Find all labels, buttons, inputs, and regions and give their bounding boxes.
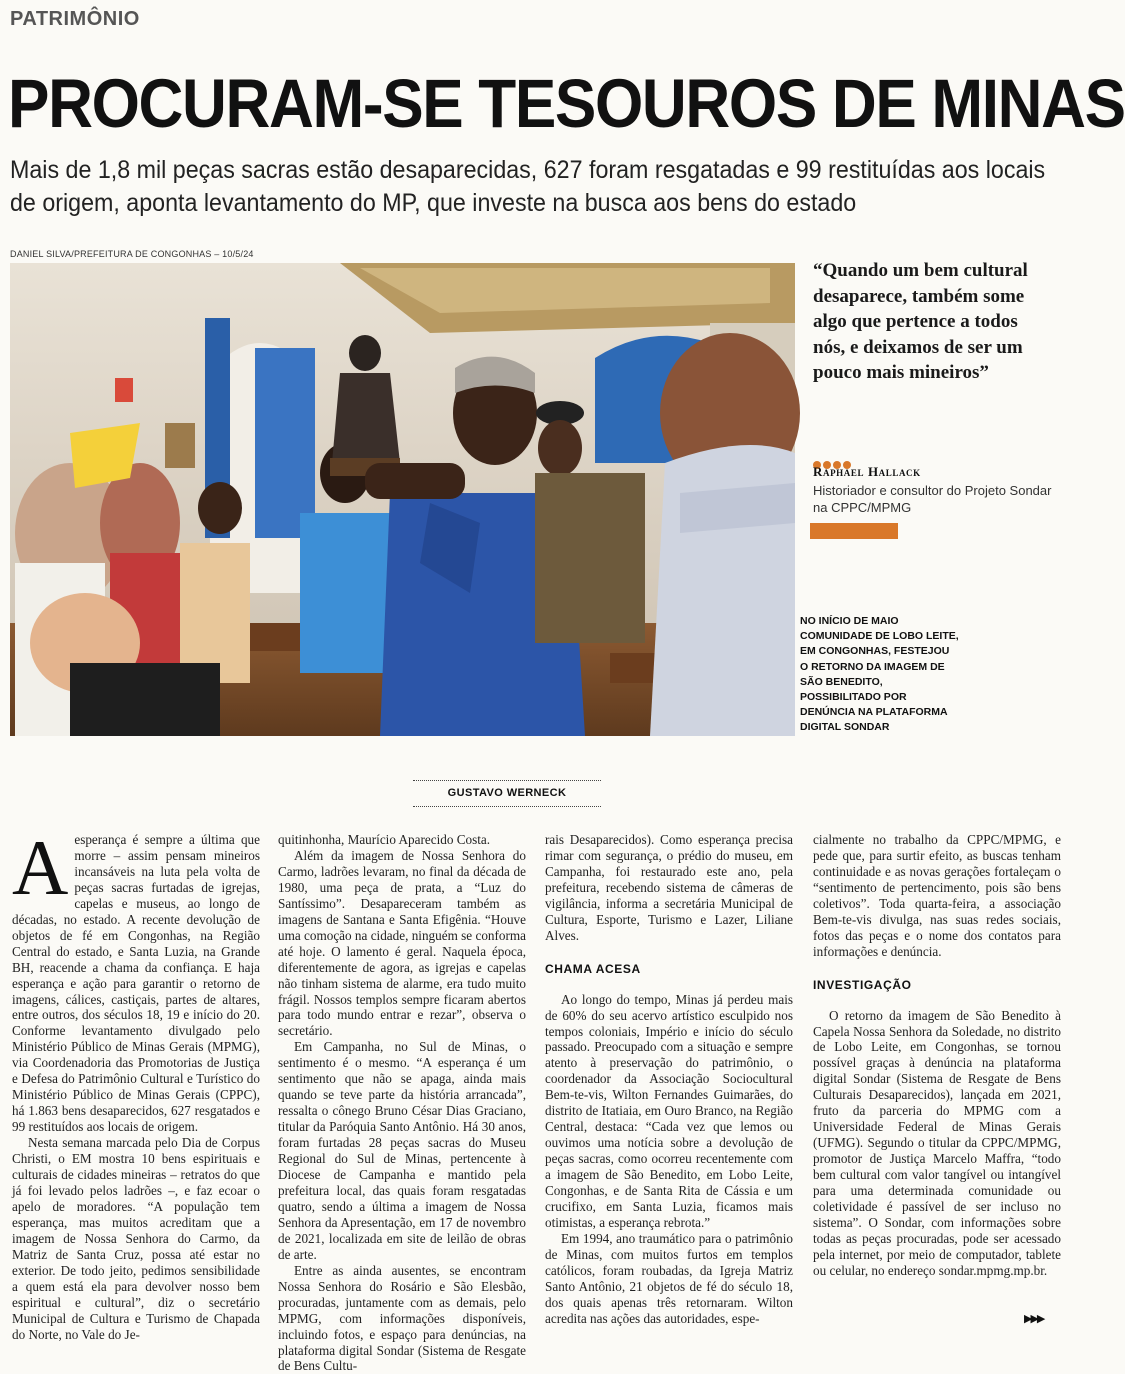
accent-bar <box>810 523 898 539</box>
article-column-1 <box>12 824 260 1343</box>
article-paragraph: rais Desaparecidos). Como esperança precisa rimar com segurança, o prédio do museu, em Campanha, foi restaurado este ano, pela prefeitura, recebendo sistema de câmeras de vigilância, informa a secretária Municipal de Cultura, Esporte, Turismo e Lazer, Liliane Alves. <box>545 832 793 943</box>
article-paragraph: Além da imagem de Nossa Senhora do Carmo, ladrões levaram, no final da década de 1980, uma peça de prata, a “Luz do Santíssimo”. Desapareceram também as imagens de Santana e Santa Efigênia. “Houve uma comoção na cidade, ninguém se conforma até hoje. O lamento é geral. Naquela época, diferentemente de agora, as igrejas e capelas não tinham sistema de alarme, era tudo muito frágil. Nossos templos sempre ficaram abertos para todo mundo entrar e rezar”, observa o secretário. <box>278 847 526 1039</box>
article-column-3 <box>545 832 793 1327</box>
pull-quote: “Quando um bem cultural desaparece, também some algo que pertence a todos nós, e deixamos de ser um pouco mais mineiros” <box>813 260 1028 383</box>
article-paragraph <box>12 824 260 1135</box>
quote-author-role: Historiador e consultor do Projeto Sondar na CPPC/MPMG <box>813 483 1052 515</box>
article-column-2 <box>278 832 526 1374</box>
drop-cap: A <box>12 824 69 911</box>
photo-caption: NO INÍCIO DE MAIO COMUNIDADE DE LOBO LEITE, EM CONGONHAS, FESTEJOU O RETORNO DA IMAGEM DE SÃO BENEDITO, POSSIBILITADO POR DENÚNCIA NA PLATAFORMA DIGITAL SONDAR <box>800 615 959 734</box>
section-heading: INVESTIGAÇÃO <box>813 977 912 992</box>
article-paragraph: O retorno da imagem de São Benedito à Capela Nossa Senhora da Soledade, no distrito de Lobo Leite, em Congonhas, se tornou possível graças à denúncia na plataforma digital Sondar (Sistema de Resgate de Bens Culturais Desaparecidos), lançada em 2021, fruto da parceria do MPMG com a Universidade Federal de Minas Gerais (UFMG). Segundo o titular da CPPC/MPMG, promotor de Justiça Marcelo Maffra, “todo bem cultural com valor tangível ou intangível para uma determinada comunidade ou coletividade é passível de ser incluso no sistema”. O Sondar, com informações sobre todas as peças procuradas, pode ser acessado pela internet, por meio de computador, tablete ou celular, no endereço sondar.mpmg.mp.br. <box>813 1007 1061 1278</box>
section-label: PATRIMÔNIO <box>10 8 140 30</box>
section-heading: CHAMA ACESA <box>545 961 641 976</box>
quote-author: Raphael Hallack <box>813 464 921 479</box>
subheadline: Mais de 1,8 mil peças sacras estão desaparecidas, 627 foram resgatadas e 99 restituídas aos locais de origem, aponta levantamento do MP, que investe na busca aos bens do estado <box>10 156 1046 217</box>
byline: GUSTAVO WERNECK <box>447 787 567 799</box>
article-column-4 <box>813 832 1061 1279</box>
article-paragraph: Nesta semana marcada pelo Dia de Corpus Christi, o EM mostra 10 bens espirituais e culturais de cidades mineiras – retratos do que já foi levado pelos ladrões –, e faz ecoar o apelo de moradores. “A população tem esperança, mas muitos acreditam que a imagem de Nossa Senhora do Carmo, da Matriz de Santa Cruz, possa até estar no exterior. De todo jeito, pedimos sensibilidade a quem está ela para devolver nosso bem espiritual e cultural”, diz o secretário Municipal de Cultura e Turismo de Chapada do Norte, no Vale do Je- <box>12 1135 260 1342</box>
article-paragraph: cialmente no trabalho da CPPC/MPMG, e pede que, para surtir efeito, as buscas tenham continuidade e as novas gerações fortaleçam o “sentimento de pertencimento, pois são bens coletivos”. Toda quarta-feira, a associação Bem-te-vis divulga, nas suas redes sociais, fotos das peças e o nome dos contatos para informações e denúncia. <box>813 832 1061 959</box>
photo-credit: DANIEL SILVA/PREFEITURA DE CONGONHAS – 10/5/24 <box>10 249 254 259</box>
headline: PROCURAM-SE TESOUROS DE MINAS <box>8 65 1125 142</box>
article-paragraph: Ao longo do tempo, Minas já perdeu mais de 60% do seu acervo artístico esculpido nos tempos coloniais, Império e início do século passado. Preocupado com a situação e sempre atento à preservação do patrimônio, o coordenador da Associação Sociocultural Bem-te-vis, Wilton Fernandes Guimarães, do distrito de Itatiaia, em Ouro Branco, na Região Central, destaca: “Cada vez que lemos ou ouvimos uma notícia sobre a devolução de peças sacras, como ocorreu recentemente com a imagem de São Benedito, em Lobo Leite, Congonhas, e de Santa Rita de Cássia e um crucifixo, em Santa Luzia, ficamos mais otimistas, a esperança rebrota.” <box>545 991 793 1230</box>
main-photo <box>10 263 795 736</box>
article-paragraph: Em 1994, ano traumático para o patrimônio de Minas, com muitos furtos em templos católicos, foram roubadas, da Igreja Matriz Santo Antônio, 21 objetos de fé do século 18, dos quais apenas três retornaram. Wilton acredita nas ações das autoridades, espe- <box>545 1230 793 1326</box>
byline-rule-bottom <box>413 806 601 807</box>
article-paragraph: Entre as ainda ausentes, se encontram Nossa Senhora do Rosário e São Elesbão, procuradas, juntamente com as demais, pelo MPMG, com informações disponíveis, incluindo fotos, e espaço para denúncias, na plataforma digital Sondar (Sistema de Resgate de Bens Cultu- <box>278 1262 526 1374</box>
article-paragraph: Em Campanha, no Sul de Minas, o sentimento é o mesmo. “A esperança é um sentimento que não se apaga, ainda mais quando se teve parte da história arrancada”, ressalta o cônego Bruno César Dias Graciano, titular da Paróquia Santo Antônio. Há 30 anos, foram furtadas 28 peças sacras do Museu Regional do Sul de Minas, pertencente à Diocese de Campanha e mantido pela prefeitura local, das quais foram resgatadas quatro, sendo a última a imagem de Nossa Senhora da Apresentação, em 17 de novembro de 2021, localizada em site de leilão de obras de arte. <box>278 1039 526 1262</box>
continue-arrows-icon: ▶▶▶ <box>1024 1313 1044 1325</box>
paragraph-text: esperança é sempre a última que morre – assim pensam mineiros incansáveis na luta pela volta de peças sacras furtadas de igrejas, capelas e museus, ao longo de décadas, no estado. A recente devolução de objetos de fé em Congonhas, na Região Central do estado, e Santa Luzia, na Grande BH, reacende a chama da confiança. E haja esperança e ação para garantir o retorno de imagens, cálices, castiçais, partes de altares, entre outros, dos séculos 18, 19 e início do 20. Conforme levantamento divulgado pelo Ministério Público de Minas Gerais (MPMG), via Coordenadoria das Promotorias de Justiça e Defesa do Patrimônio Cultural e Turístico do Ministério Público de Minas Gerais (CPPC), há 1.863 bens desaparecidos, 627 resgatados e 99 restituídos aos locais de origem. <box>12 832 260 1135</box>
article-paragraph: quitinhonha, Maurício Aparecido Costa. <box>278 832 491 847</box>
byline-rule-top <box>413 780 601 781</box>
